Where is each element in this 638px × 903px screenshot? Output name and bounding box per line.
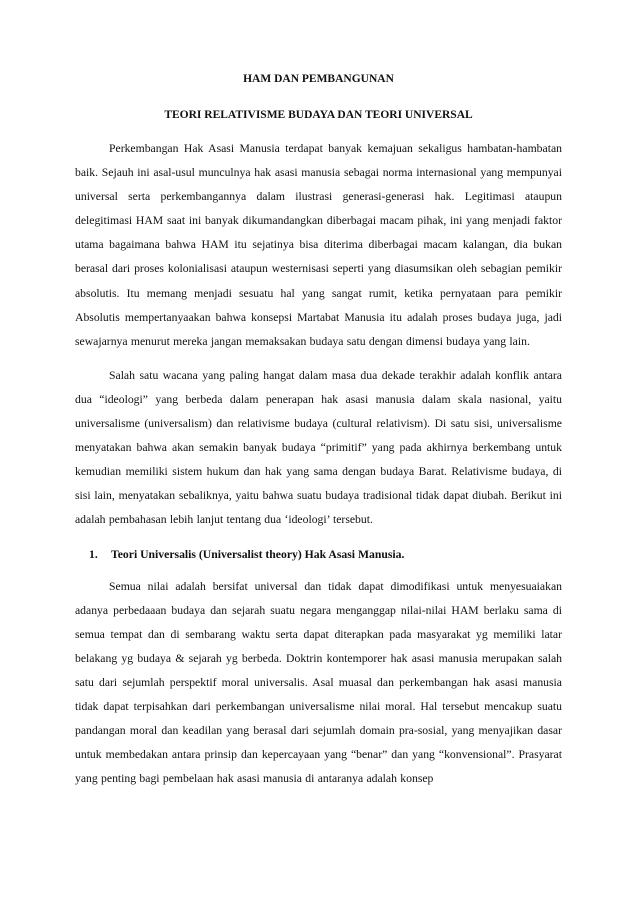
section-heading-text: Teori Universalis (Universalist theory) Hak Asasi Manusia. <box>111 547 405 561</box>
paragraph-intro: Perkembangan Hak Asasi Manusia terdapat banyak kemajuan sekaligus hambatan-hambatan baik. Sejauh ini asal-usul munculnya hak asasi manusia sebagai norma internasional yang mempunyai universal serta perkembangannya dalam ilustrasi generasi-generasi hak. Legitimasi ataupun delegitimasi HAM saat ini banyak dikumandangkan diberbagai macam pihak, ini yang menjadi faktor utama bagaimana bahwa HAM itu sejatinya bisa diterima diberbagai macam kalangan, dia bukan berasal dari proses kolonialisasi ataupun westernisasi seperti yang diasumsikan oleh sebagian pemikir absolutis. Itu memang menjadi sesuatu hal yang sangat rumit, ketika pernyataan para pemikir Absolutis mempertanyaakan bahwa konsepsi Martabat Manusia itu adalah proses budaya juga, jadi sewajarnya menurut mereka jangan memaksakan budaya satu dengan dimensi budaya yang lain. <box>75 142 562 348</box>
section-heading-universalist <box>89 543 562 567</box>
document-subtitle: TEORI RELATIVISME BUDAYA DAN TEORI UNIVERSAL <box>164 109 473 121</box>
paragraph-ideologies: Salah satu wacana yang paling hangat dalam masa dua dekade terakhir adalah konflik antara dua “ideologi” yang berbeda dalam penerapan hak asasi manusia dalam skala nasional, yaitu universalisme (universalism) dan relativisme budaya (cultural relativism). Di satu sisi, universalisme menyatakan bahwa akan semakin banyak budaya “primitif” yang pada akhirnya berkembang untuk kemudian memiliki sistem hukum dan hak yang sama dengan budaya Barat. Relativisme budaya, di sisi lain, menyatakan sebaliknya, yaitu bahwa suatu budaya tradisional tidak dapat diubah. Berikut ini adalah pembahasan lebih lanjut tentang dua ‘ideologi’ tersebut. <box>75 368 562 527</box>
paragraph-universalist: Semua nilai adalah bersifat universal dan tidak dapat dimodifikasi untuk menyesuaiakan adanya perbedaaan budaya dan sejarah suatu negara menganggap nilai-nilai HAM berlaku sama di semua tempat dan di sembarang waktu serta dapat diterapkan pada masyarakat yg memiliki latar belakang yg budaya & sejarah yg berbeda. Doktrin kontemporer hak asasi manusia merupakan salah satu dari sejumlah perspektif moral universalis. Asal muasal dan perkembangan hak asasi manusia tidak dapat terpisahkan dari perkembangan universalisme nilai moral. Hal tersebut mencakup suatu pandangan moral dan keadilan yang berasal dari sejumlah domain pra-sosial, yang menyajikan dasar untuk membedakan antara prinsip dan kepercayaan yang “benar” dan yang “konvensional”. Prasyarat yang penting bagi pembelaan hak asasi manusia di antaranya adalah konsep <box>75 579 562 786</box>
document-page <box>75 72 562 801</box>
document-title: HAM DAN PEMBANGUNAN <box>243 73 394 85</box>
section-number: 1. <box>89 547 98 561</box>
